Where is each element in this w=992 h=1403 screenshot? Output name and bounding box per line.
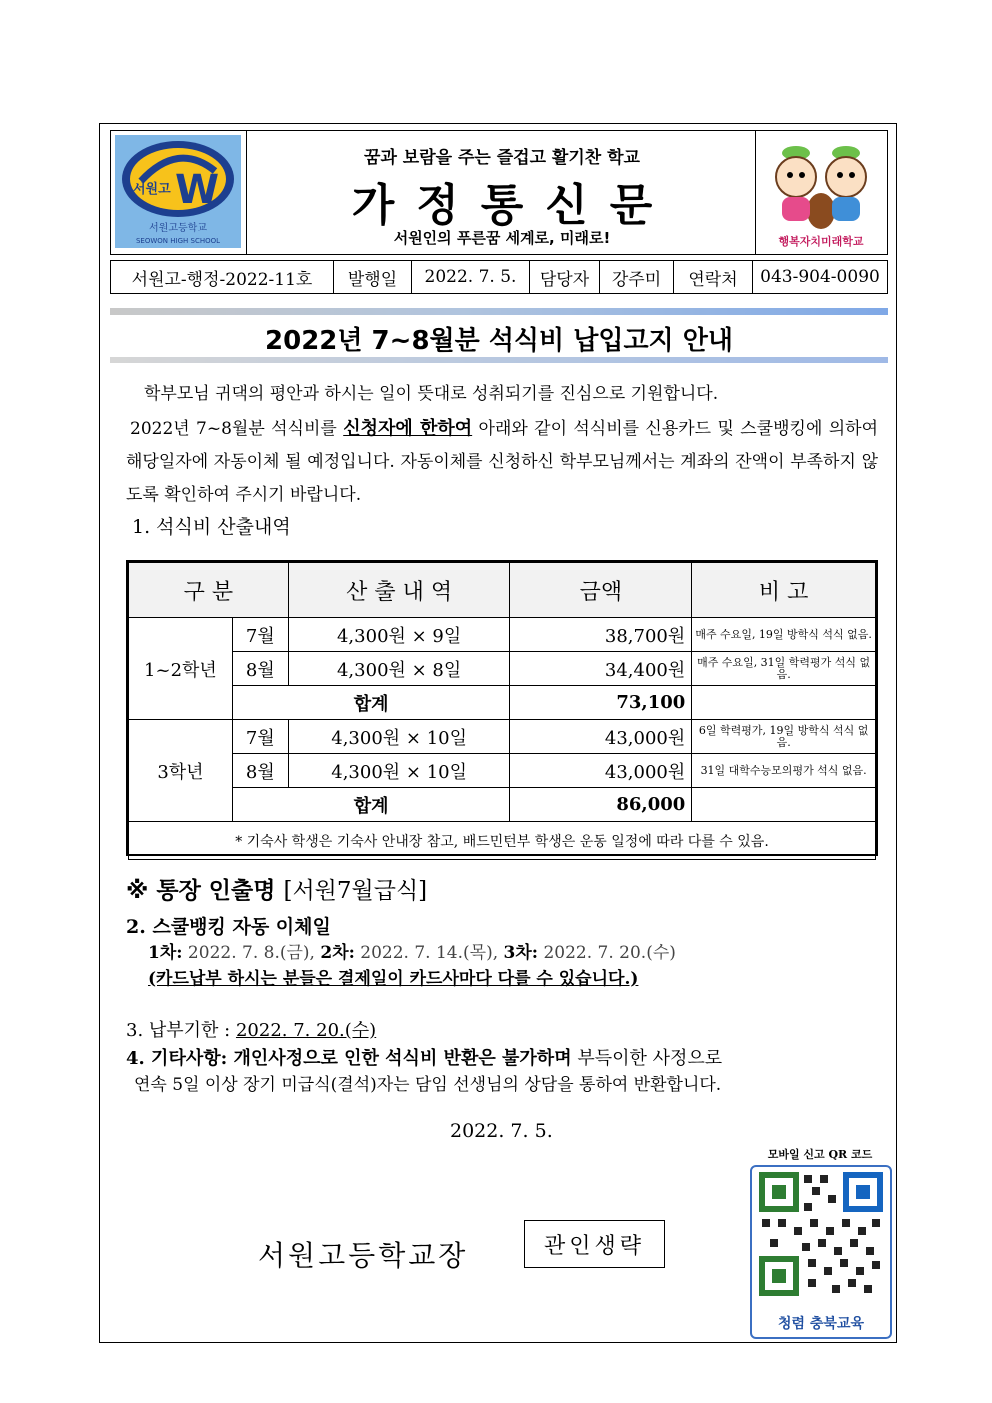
title-banner xyxy=(110,308,888,363)
calc-cell: 4,300원 × 8일 xyxy=(288,652,510,686)
table-total-row xyxy=(129,788,876,822)
calc-cell: 4,300원 × 9일 xyxy=(288,618,510,652)
refund-emphasis: 개인사정으로 인한 석식비 반환은 불가하며 xyxy=(233,1048,572,1069)
intro-emphasis: 신청자에 한하여 xyxy=(343,418,473,439)
amount-cell: 43,000원 xyxy=(510,720,692,754)
total-label: 합계 xyxy=(232,788,510,822)
svg-text:서원고: 서원고 xyxy=(133,182,171,197)
school-motto: 서원인의 푸른꿈 세계로, 미래로! xyxy=(393,229,611,247)
empty-cell xyxy=(692,686,876,720)
issue-date-label: 발행일 xyxy=(334,261,412,293)
intro-body-part1: 2022년 7~8월분 석식비를 xyxy=(130,419,344,439)
deadline-date: 2022. 7. 20.(수) xyxy=(235,1020,377,1041)
month-cell: 7월 xyxy=(232,618,288,652)
table-header-row xyxy=(129,563,876,618)
total-label: 합계 xyxy=(232,686,510,720)
payment-deadline xyxy=(126,1016,376,1042)
table-total-row xyxy=(129,686,876,720)
bank-withdrawal-name xyxy=(126,872,427,905)
total-amount: 73,100 xyxy=(510,686,692,720)
banner-stripe-top xyxy=(110,308,888,315)
other-notes-rest: 부득이한 사정으로 xyxy=(571,1048,723,1069)
other-notes-continued: 연속 5일 이상 장기 미급식(결석)자는 담임 선생님의 상담을 통하여 반환합니다. xyxy=(134,1075,722,1095)
svg-text:SEOWON HIGH SCHOOL: SEOWON HIGH SCHOOL xyxy=(135,237,221,245)
table-header: 산 출 내 역 xyxy=(288,563,510,618)
grade-cell: 1~2학년 xyxy=(129,618,233,720)
note-cell: 31일 대학수능모의평가 석식 없음. xyxy=(692,754,876,788)
school-logo xyxy=(111,131,247,254)
other-notes xyxy=(126,1044,722,1070)
note-cell: 매주 수요일, 19일 방학식 석식 없음. xyxy=(692,618,876,652)
notice-title: 2022년 7~8월분 석식비 납입고지 안내 xyxy=(265,326,733,356)
table-header: 비 고 xyxy=(692,563,876,618)
seal-omitted-box: 관인생략 xyxy=(524,1220,665,1268)
empty-cell xyxy=(692,788,876,822)
card-payment-note: (카드납부 하시는 분들은 결제일이 카드사마다 다를 수 있습니다.) xyxy=(148,969,639,989)
month-cell: 8월 xyxy=(232,652,288,686)
deadline-label: 3. 납부기한 : xyxy=(126,1020,236,1041)
school-logo-icon xyxy=(111,131,245,252)
table-row xyxy=(129,754,876,788)
closing-date: 2022. 7. 5. xyxy=(450,1120,553,1142)
calc-cell: 4,300원 × 10일 xyxy=(288,720,510,754)
table-row xyxy=(129,618,876,652)
mascot-icon xyxy=(756,131,886,252)
month-cell: 8월 xyxy=(232,754,288,788)
intro-body xyxy=(126,412,878,512)
grade-cell: 3학년 xyxy=(129,720,233,822)
principal-signature: 서원고등학교장 xyxy=(258,1239,469,1272)
document-info-row xyxy=(110,260,888,294)
section1-title: 1. 석식비 산출내역 xyxy=(132,516,291,538)
note-cell: 6일 학력평가, 19일 방학식 석식 없음. xyxy=(692,720,876,754)
page-title: 가정통신문 xyxy=(351,180,675,231)
qr-code-icon xyxy=(752,1167,890,1307)
qr-footer: 청렴 충북교육 xyxy=(777,1316,865,1332)
amount-cell: 38,700원 xyxy=(510,618,692,652)
svg-text:서원고등학교: 서원고등학교 xyxy=(149,223,207,234)
transfer2-date: 2022. 7. 14.(목), xyxy=(354,943,504,963)
contact-number: 043-904-0090 xyxy=(760,267,880,287)
transfer1-label: 1차: xyxy=(148,943,183,963)
mascot-image xyxy=(755,131,887,254)
table-footnote: * 기숙사 학생은 기숙사 안내장 참고, 배드민턴부 학생은 운동 일정에 따라 다를 수 있음. xyxy=(129,822,876,860)
qr-code[interactable] xyxy=(750,1165,892,1339)
table-row xyxy=(129,652,876,686)
notice-page xyxy=(99,123,897,1343)
total-amount: 86,000 xyxy=(510,788,692,822)
transfer3-label: 3차: xyxy=(503,943,539,963)
issue-date: 2022. 7. 5. xyxy=(412,261,530,293)
intro-greeting: 학부모님 귀댁의 평안과 하시는 일이 뜻대로 성취되기를 진심으로 기원합니다. xyxy=(144,384,719,404)
table-header: 금액 xyxy=(510,563,692,618)
calc-cell: 4,300원 × 10일 xyxy=(288,754,510,788)
transfer3-date: 2022. 7. 20.(수) xyxy=(538,943,676,963)
transfer-dates xyxy=(148,938,676,963)
bank-label: ※ 통장 인출명 xyxy=(126,878,284,904)
section2-title: 2. 스쿨뱅킹 자동 이체일 xyxy=(126,916,331,938)
svg-text:행복자치미래학교: 행복자치미래학교 xyxy=(778,235,864,248)
document-number: 서원고-행정-2022-11호 xyxy=(111,261,334,293)
month-cell: 7월 xyxy=(232,720,288,754)
transfer2-label: 2차: xyxy=(320,943,355,963)
qr-label: 모바일 신고 QR 코드 xyxy=(767,1148,873,1161)
header-top xyxy=(110,130,888,255)
school-slogan: 꿈과 보람을 주는 즐겁고 활기찬 학교 xyxy=(364,148,640,168)
note-cell: 매주 수요일, 31일 학력평가 석식 없음. xyxy=(692,652,876,686)
other-notes-label: 4. 기타사항: xyxy=(126,1048,234,1069)
manager-name: 강주미 xyxy=(600,261,674,293)
header xyxy=(110,130,888,294)
intro-body-part2: 아래와 같이 석식비를 신용카드 및 스쿨뱅킹에 의하여 해당일자에 자동이체 될 예정입니다. 자동이체를 신청하신 학부모님께서는 계좌의 잔액이 부족하지 않도록 확인하여 주시기 바랍니다. xyxy=(126,419,878,505)
svg-text:W: W xyxy=(175,167,220,213)
transfer1-date: 2022. 7. 8.(금), xyxy=(182,943,321,963)
contact-label: 연락처 xyxy=(674,261,753,293)
banner-stripe-bottom xyxy=(110,357,888,363)
amount-cell: 34,400원 xyxy=(510,652,692,686)
table-header: 구 분 xyxy=(129,563,289,618)
fee-table xyxy=(126,560,878,856)
table-row xyxy=(129,720,876,754)
amount-cell: 43,000원 xyxy=(510,754,692,788)
manager-label: 담당자 xyxy=(530,261,600,293)
table-footnote-row xyxy=(129,822,876,860)
bank-name: [서원7월급식] xyxy=(283,878,428,904)
